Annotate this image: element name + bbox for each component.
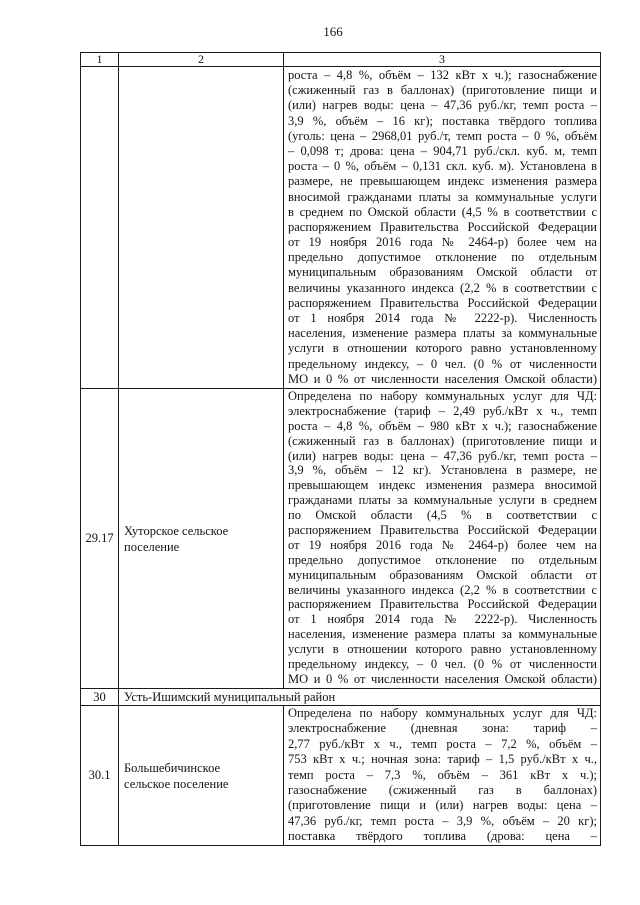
description-line: в среднем по Омской области (4,5 % в соответствии с xyxy=(288,204,597,219)
description-line: (уголь: цена – 2968,01 руб./т, темп роста – 0 %, объём xyxy=(288,128,597,143)
description-line: (сжиженный газ в баллонах) (приготовление пищи и xyxy=(288,433,597,448)
description-line: 2,77 руб./кВт х ч., темп роста – 7,2 %, объём – xyxy=(288,736,597,751)
page-number: 166 xyxy=(323,24,343,39)
description-line: (сжиженный газ в баллонах) (приготовление пищи и xyxy=(288,83,597,98)
description-line: МО и 0 % от численности населения Омской области) xyxy=(288,371,597,386)
description-line: от 1 ноября 2014 года № 2222-р). Численность xyxy=(288,311,597,325)
description-line: роста – 4,8 %, объём – 132 кВт х ч.); газоснабжение xyxy=(288,68,597,82)
description-line: распоряжением Правительства Российской Федерации xyxy=(288,295,597,310)
description-line: (или) нагрев воды: цена – 47,36 руб./кг, темп роста – xyxy=(288,448,597,463)
row-number-cell xyxy=(81,67,119,389)
description-line: Определена по набору коммунальных услуг для ЧД: xyxy=(288,389,597,403)
description-line: величины указанного индекса (2,2 % в соответствии с xyxy=(288,280,597,295)
column-header-2: 2 xyxy=(119,53,284,67)
description-line: предельно допустимое отклонение по отдельным xyxy=(288,552,597,567)
description-line: поставка твёрдого топлива (дрова: цена – xyxy=(288,829,597,844)
municipality-name-line: Большебичинское xyxy=(124,760,221,775)
description-line: от 19 ноября 2016 года № 2464-р) более чем на xyxy=(288,235,597,250)
description-line: 753 кВт х ч.; ночная зона: тариф – 1,5 руб./кВт х ч., xyxy=(288,752,597,767)
description-line: распоряжением Правительства Российской Федерации xyxy=(288,523,597,538)
description-line: предельному индексу, – 0 чел. (0 % от численности xyxy=(288,356,597,371)
section-title: Усть-Ишимский муниципальный район xyxy=(124,689,336,704)
description-cell xyxy=(284,389,601,689)
description-line: 3,9 %, объём – 16 кг); поставка твёрдого топлива xyxy=(288,113,597,128)
municipality-name-cell xyxy=(119,67,284,389)
description-cell xyxy=(284,67,601,389)
description-cell xyxy=(284,706,601,846)
description-line: распоряжением Правительства Российской Федерации xyxy=(288,597,597,612)
column-header-3: 3 xyxy=(284,53,601,67)
municipality-name-line: поселение xyxy=(124,539,180,554)
section-title-cell xyxy=(119,689,601,706)
description-line: размере, не превышающем индекс изменения размера xyxy=(288,174,597,189)
description-line: электроснабжение (тариф – 2,49 руб./кВт х ч., темп xyxy=(288,403,597,418)
description-line: – 0,098 т; дрова: цена – 904,71 руб./скл. куб. м, темп xyxy=(288,143,597,158)
table-row xyxy=(81,389,601,689)
description-line: электроснабжение (дневная зона: тариф – xyxy=(288,721,597,736)
description-line: от 1 ноября 2014 года № 2222-р). Численность xyxy=(288,612,597,627)
description-line: предельно допустимое отклонение по отдельным xyxy=(288,250,597,265)
description-line: (или) нагрев воды: цена – 47,36 руб./кг, темп роста – xyxy=(288,98,597,113)
description-line: (приготовление пищи и (или) нагрев воды: цена – xyxy=(288,798,597,813)
municipality-name-line: сельское поселение xyxy=(124,776,229,791)
description-line: темп роста – 7,3 %, объём – 361 кВт х ч.); xyxy=(288,767,597,782)
description-line: газоснабжение (сжиженный газ в баллонах) xyxy=(288,782,597,797)
document-table xyxy=(80,52,601,846)
section-number-cell xyxy=(81,689,119,706)
description-line: услуги в отношении которого равно установленному xyxy=(288,642,597,657)
row-number-cell xyxy=(81,389,119,689)
description-line: роста – 4,8 %, объём – 980 кВт х ч.); газоснабжение xyxy=(288,418,597,433)
description-line: роста – 0 %, объём – 0,131 скл. куб. м). Установлена в xyxy=(288,159,597,174)
description-line: 47,36 руб./кг, темп роста – 3,9 %, объём – 20 кг); xyxy=(288,813,597,828)
description-line: населения, изменение размера платы за коммунальные xyxy=(288,326,597,341)
table-row xyxy=(81,706,601,846)
description-line: по Омской области (4,5 % в соответствии с xyxy=(288,508,597,523)
column-header-1: 1 xyxy=(81,53,119,67)
description-line: Определена по набору коммунальных услуг для ЧД: xyxy=(288,706,597,720)
description-line: предельному индексу, – 0 чел. (0 % от численности xyxy=(288,657,597,672)
description-line: вносимой гражданами платы за коммунальные услуги xyxy=(288,189,597,204)
municipality-name-cell xyxy=(119,706,284,846)
description-line: муниципальным образованиям Омской области от xyxy=(288,265,597,280)
description-line: муниципальным образованиям Омской области от xyxy=(288,567,597,582)
description-line: от 19 ноября 2016 года № 2464-р) более чем на xyxy=(288,537,597,552)
description-line: услуги в отношении которого равно установленному xyxy=(288,341,597,356)
table-header-row xyxy=(81,53,601,67)
row-number: 29.17 xyxy=(85,531,114,545)
row-number: 30.1 xyxy=(88,768,111,782)
table-row xyxy=(81,67,601,389)
description-line: гражданами платы за коммунальные услуги в среднем xyxy=(288,493,597,508)
description-line: превышающем индекс изменения размера вносимой xyxy=(288,478,597,493)
municipality-name-cell xyxy=(119,389,284,689)
description-line: МО и 0 % от численности населения Омской области) xyxy=(288,671,597,686)
description-line: распоряжением Правительства Российской Федерации xyxy=(288,219,597,234)
description-line: населения, изменение размера платы за коммунальные xyxy=(288,627,597,642)
section-number: 30 xyxy=(93,689,106,704)
description-line: величины указанного индекса (2,2 % в соответствии с xyxy=(288,582,597,597)
municipality-name-line: Хуторское сельское xyxy=(124,523,229,538)
description-line: 3,9 %, объём – 12 кг). Установлена в размере, не xyxy=(288,463,597,478)
row-number-cell xyxy=(81,706,119,846)
section-row xyxy=(81,689,601,706)
